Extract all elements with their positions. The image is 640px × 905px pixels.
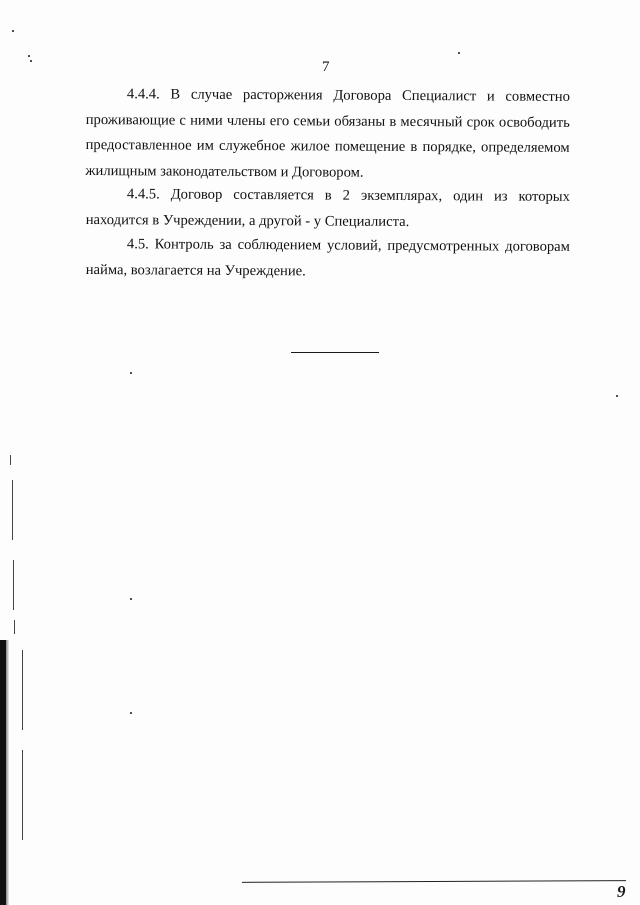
scan-speck [616, 395, 618, 397]
scan-speck [130, 372, 132, 374]
paragraph-4-4-4: 4.4.4. В случае расторжения Договора Специалист и совместно проживающие с ними члены его семьи обязаны в месячный срок освободить предоставленное им служебное жилое помещение в порядке, определяемом жилищным законодательством и Договором. [85, 86, 570, 181]
scan-speck [12, 30, 14, 32]
scan-mark [22, 650, 23, 730]
corner-handwritten-mark: 9 [617, 882, 626, 901]
scan-speck [28, 55, 30, 57]
scan-mark [10, 455, 11, 465]
scan-mark [14, 620, 15, 634]
footer-rule [242, 880, 626, 883]
scan-edge-gradient [6, 640, 9, 905]
scan-speck [130, 712, 132, 714]
scan-speck [130, 598, 132, 600]
scan-mark [12, 480, 13, 540]
paragraph-4-5: 4.5. Контроль за соблюдением условий, предусмотренных договорам найма, возлагается на Учреждение. [85, 236, 570, 279]
end-separator-line [291, 352, 379, 353]
scan-mark [13, 560, 14, 610]
scan-speck [458, 52, 460, 54]
scan-speck [30, 60, 32, 62]
scan-mark [22, 750, 23, 840]
paragraph-4-4-5: 4.4.5. Договор составляется в 2 экземплярах, один из которых находится в Учреждении, а другой - у Специалиста. [85, 186, 570, 230]
page-number: 7 [322, 59, 330, 75]
